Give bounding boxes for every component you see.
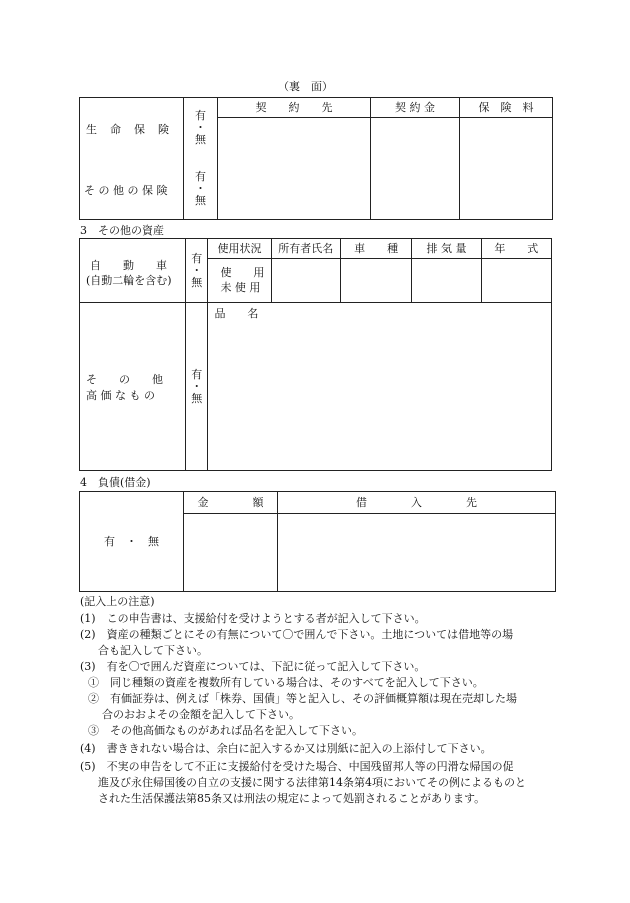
valuables-label-cell	[80, 303, 186, 471]
vehicle-umu-cell[interactable]	[186, 239, 208, 303]
contract-partner-cell[interactable]	[218, 118, 371, 220]
valuables-label: そ の 他	[86, 373, 163, 386]
note-line: ③ その他高価なものがあれば品名を記入して下さい。	[88, 724, 363, 737]
note-line: ① 同じ種類の資産を複数所有している場合は、そのすべてを記入して下さい。	[88, 676, 484, 689]
lender-cell[interactable]	[278, 514, 556, 592]
contract-amount-header: 契 約 金	[371, 98, 460, 118]
note-line: (1) この申告書は、支援給付を受けようとする者が記入して下さい。	[80, 612, 426, 625]
model-year-header: 年 式	[481, 239, 551, 259]
note-line: 合のおおよその金額を記入して下さい。	[102, 708, 300, 721]
note-line: された生活保護法第85条又は刑法の規定によって処罰されることがあります。	[98, 792, 486, 805]
debt-umu-cell[interactable]	[80, 492, 184, 592]
insurance-labels	[80, 98, 184, 220]
usage-status-header: 使用状況	[208, 239, 271, 259]
contract-partner-header: 契 約 先	[218, 98, 371, 118]
note-line: (2) 資産の種類ごとにその有無について〇で囲んで下さい。土地については借地等の場	[80, 628, 514, 641]
other-insurance-label: そ の 他 の 保 険	[84, 184, 168, 197]
note-line: 合も記入して下さい。	[98, 644, 208, 657]
vehicle-sublabel: (自動二輪を含む)	[86, 274, 172, 287]
valuables-umu-cell[interactable]	[186, 303, 208, 471]
owner-name-cell[interactable]	[271, 259, 340, 303]
vehicle-label: 自 動 車	[90, 259, 167, 272]
debt-table	[79, 491, 556, 592]
displacement-cell[interactable]	[412, 259, 481, 303]
note-line: ② 有価証券は、例えば「株券、国債」等と記入し、その評価概算額は現在売却した場	[88, 692, 517, 705]
amount-header: 金 額	[184, 492, 278, 514]
valuables-sublabel: 高 価 な も の	[86, 389, 155, 402]
model-year-cell[interactable]	[481, 259, 551, 303]
amount-cell[interactable]	[184, 514, 278, 592]
contract-amount-cell[interactable]	[371, 118, 460, 220]
page-title: （裏 面）	[278, 80, 333, 93]
premium-header: 保 険 料	[460, 98, 553, 118]
car-model-header: 車 種	[340, 239, 411, 259]
insurance-table	[79, 97, 553, 220]
note-line: (4) 書ききれない場合は、余白に記入するか又は別紙に記入の上添付して下さい。	[80, 742, 492, 755]
notes-title: (記入上の注意)	[80, 595, 155, 608]
note-line: 進及び永住帰国後の自立の支援に関する法律第14条第4項においてその例によるものと	[98, 776, 526, 789]
valuables-umu[interactable]: 有 ・ 無	[191, 368, 203, 405]
item-name-label: 品 名	[214, 307, 259, 320]
section4-title: 4 負債(借金)	[80, 476, 151, 489]
usage-in-use[interactable]: 使 用	[220, 266, 265, 279]
other-insurance-umu[interactable]: 有 ・ 無	[195, 170, 206, 207]
displacement-header: 排 気 量	[412, 239, 481, 259]
owner-name-header: 所有者氏名	[271, 239, 340, 259]
usage-status-cell[interactable]	[208, 259, 271, 303]
vehicle-umu[interactable]: 有 ・ 無	[191, 252, 203, 289]
other-assets-table	[79, 238, 552, 471]
section3-title: 3 その他の資産	[80, 224, 164, 237]
life-insurance-umu[interactable]: 有 ・ 無	[195, 109, 206, 146]
note-line: (5) 不実の申告をして不正に支援給付を受けた場合、中国残留邦人等の円滑な帰国の促	[80, 760, 514, 773]
vehicle-label-cell	[80, 239, 186, 303]
note-line: (3) 有を〇で囲んだ資産については、下記に従って記入して下さい。	[80, 660, 426, 673]
usage-not-in-use[interactable]: 未 使 用	[220, 281, 261, 294]
insurance-umu-cell[interactable]	[184, 98, 218, 220]
valuables-item-cell[interactable]	[208, 303, 552, 471]
debt-umu[interactable]: 有 ・ 無	[104, 535, 159, 548]
premium-cell[interactable]	[460, 118, 553, 220]
car-model-cell[interactable]	[340, 259, 411, 303]
lender-header: 借 入 先	[278, 492, 556, 514]
life-insurance-label: 生 命 保 険	[86, 123, 170, 136]
